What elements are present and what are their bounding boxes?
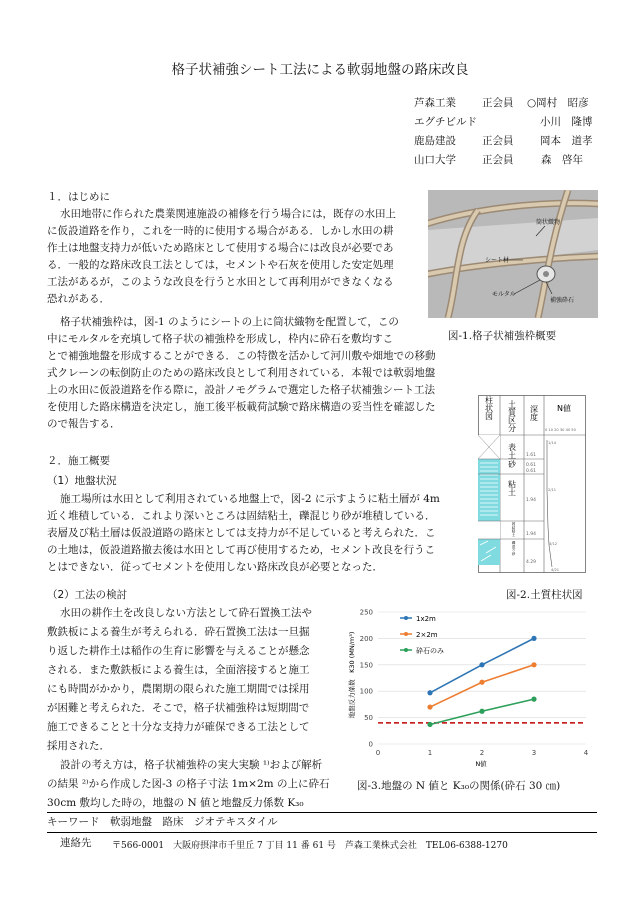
method-line: される．また敷鉄板による養生は，全面溶接すると施工: [47, 664, 310, 676]
reinforcement-frame-diagram: [428, 190, 598, 318]
figure-3-caption: 図-3.地盤の N 値と K₃₀の関係(砕石 30 ㎝): [357, 780, 561, 792]
method-line: 30cm 敷均した時の，地盤の N 値と地盤反力係数 K₃₀: [47, 797, 304, 809]
ground-line: とはできない．従ってセメントを使用しない路床改良が必要となった．: [47, 561, 383, 573]
intro-line: 水田地帯に作られた農業関連施設の補修を行う場合には，既存の水田上: [60, 208, 396, 220]
depth-3: 0.61: [526, 469, 537, 474]
data-point: [531, 697, 536, 702]
x-tick-label: 2: [479, 749, 485, 757]
section-heading-intro: １．はじめに: [47, 191, 110, 203]
header-n: N値: [557, 404, 571, 413]
author-role-4: 正会員: [482, 154, 514, 166]
intro-line: 中にモルタルを充填して格子状の補強枠を形成し，枠内に砕石を敷均すこ: [47, 333, 394, 345]
method-line: が困難と考えられた．そこで，格子状補強枠は短期間で: [47, 702, 310, 714]
method-line: り返した耕作土は稲作の生育に影響を与えることが懸念: [47, 645, 310, 657]
author-name-2: 小川 隆博: [540, 116, 593, 128]
method-line: 設計の考え方は，格子状補強枠の実大実験 ¹⁾および解析: [60, 759, 323, 771]
intro-line: る．一般的な路床改良工法としては，セメントや石灰を使用した安定処理: [47, 259, 394, 271]
intro-line: 工法があるが，このような改良を行うと水田として再利用ができなくなる: [47, 276, 394, 288]
legend-label-3: 砕石のみ: [416, 647, 444, 655]
y-tick-label: 50: [364, 714, 373, 723]
figure-1: [428, 190, 598, 318]
x-tick-label: 1: [427, 749, 433, 757]
legend-label-2: 2×2m: [416, 631, 438, 639]
subsection-method: （2）工法の検討: [47, 589, 128, 601]
data-point: [479, 662, 484, 667]
x-tick-label: 3: [531, 749, 537, 757]
y-axis-label: 地盤反力係数 K30 (MN/m³): [348, 631, 356, 719]
method-line: 採用された．: [47, 740, 110, 752]
label-mortar: モルタル: [492, 291, 516, 298]
footer-divider: [47, 832, 597, 833]
data-point: [531, 636, 536, 641]
method-line: の結果 ²⁾から作成した図-3 の格子寸法 1m×2m の上に砕石: [47, 778, 330, 790]
intro-line: ので報告する．: [47, 418, 121, 430]
author-org-4: 山口大学: [414, 154, 456, 166]
legend-label-1: 1x2m: [416, 615, 436, 623]
y-tick-label: 0: [368, 740, 373, 749]
x-tick-label: 0: [375, 749, 381, 757]
n-value-2: 2/11: [548, 488, 557, 492]
n-value-3: 3/12: [549, 542, 558, 546]
paper-title: 格子状補強シート工法による軟弱地盤の路床改良: [171, 62, 469, 78]
data-point: [479, 709, 484, 714]
section-heading-construction: ２．施工概要: [47, 455, 110, 467]
author-name-4: 森 啓年: [541, 154, 583, 166]
subsection-ground: （1）地盤状況: [47, 475, 117, 487]
n-value-1: 1/14: [548, 441, 557, 445]
method-line: 施工できることと十分な支持力が確保できる工法として: [47, 721, 310, 733]
header-depth: 深度: [529, 405, 539, 421]
author-role-3: 正会員: [482, 135, 514, 147]
intro-line: とで補強地盤を形成することができる．この特徴を活かして河川敷や畑地での移動: [47, 350, 436, 362]
header-soil: 土質区分: [507, 400, 517, 432]
y-tick-label: 200: [359, 634, 373, 643]
method-line: にも時間がかかり，農閑期の限られた施工期間では採用: [47, 683, 310, 695]
label-woven: 筒状織物: [536, 219, 561, 226]
n-value-4: 4/21: [551, 568, 560, 572]
soil-sand: 砂: [508, 460, 516, 469]
y-tick-label: 150: [359, 661, 373, 670]
data-point: [427, 704, 432, 709]
x-axis-label: N値: [475, 760, 487, 768]
ground-line: 近く堆積している．これより深いところは固結粘土，礫混じり砂が堆積している．: [47, 510, 436, 522]
series-line-2: [430, 665, 534, 707]
author-org-3: 鹿島建設: [414, 135, 456, 147]
intro-line: 恐れがある．: [47, 293, 110, 305]
footer-divider: [47, 812, 597, 813]
figure-2-caption: 図-2.土質柱状図: [506, 589, 583, 601]
soil-topsoil: 表土: [507, 443, 517, 459]
legend-marker-3: [404, 648, 408, 652]
intro-line: 上の水田に仮設道路を作る際に，設計ノモグラムで選定した格子状補強シート工法: [47, 384, 435, 396]
intro-line: を使用した路床構造を決定し，施工後平板載荷試験で路床構造の妥当性を確認した: [47, 401, 436, 413]
header-column: 柱状図: [484, 396, 494, 420]
figure-3: [340, 600, 596, 770]
author-org-2: エグチビルド: [414, 116, 477, 128]
soil-column-chart: [478, 395, 586, 573]
legend: [400, 615, 444, 655]
data-point: [531, 662, 536, 667]
intro-line: 格子状補強枠は，図-1 のようにシートの上に筒状織物を配置して，この: [60, 316, 399, 328]
data-point: [427, 690, 432, 695]
author-org-1: 芦森工業: [414, 97, 456, 109]
data-point: [479, 680, 484, 685]
label-gravel: 補強砕石: [550, 297, 575, 304]
depth-1: 1.61: [526, 453, 537, 458]
label-sheet: シート材: [485, 257, 510, 264]
contact-info: 〒566-0001 大阪府摂津市千里丘 7 丁目 11 番 61 号 芦森工業株式会社 TEL06-6388-1270: [112, 841, 508, 851]
ground-line: 施工場所は水田として利用されている地盤上で，図-2 に示すように粘土層が 4m: [60, 493, 440, 505]
intro-line: 作土は地盤支持力が低いため路床として使用する場合には改良が必要であ: [47, 242, 394, 254]
x-tick-label: 4: [583, 749, 589, 757]
data-point: [427, 722, 432, 727]
depth-6: 4.29: [526, 560, 537, 565]
nvalue-k30-chart: [340, 600, 596, 770]
figure-1-caption: 図-1.格子状補強枠概要: [448, 330, 557, 342]
method-line: 水田の耕作土を改良しない方法として砕石置換工法や: [60, 607, 312, 619]
author-name-1: ○岡村 昭彦: [527, 97, 589, 109]
soil-clay: 粘土: [507, 480, 517, 496]
legend-marker-1: [404, 616, 408, 620]
legend-marker-2: [404, 632, 408, 636]
intro-line: 式クレーンの転倒防止のための路床改良として利用されている．本報では軟弱地盤: [47, 367, 436, 379]
ground-line: 表層及び粘土層は仮設道路の路床としては支持力が不足していると考えられた．こ: [47, 527, 436, 539]
depth-2: 0.61: [526, 463, 537, 468]
ground-line: の土地は，仮設道路撤去後は水田として再び使用するため，セメント改良を行うこ: [47, 544, 436, 556]
n-scale: 0 10 20 30 40 50: [545, 428, 576, 432]
depth-5: 1.94: [526, 532, 537, 537]
y-tick-label: 250: [359, 608, 373, 617]
author-name-3: 岡本 道孝: [540, 135, 593, 147]
figure-2: [478, 395, 586, 573]
intro-line: に仮設道路を作り，これを一時的に使用する場合がある．しかし水田の耕: [47, 225, 394, 237]
depth-4: 1.94: [526, 498, 537, 503]
soil-hard-clay: 固結粘土: [512, 522, 516, 537]
y-tick-label: 100: [359, 687, 373, 696]
keywords: キーワード 軟弱地盤 路床 ジオテキスタイル: [47, 816, 278, 828]
contact-label: 連絡先: [60, 837, 92, 849]
author-role-1: 正会員: [482, 97, 514, 109]
method-line: 敷鉄板による養生が考えられる．砕石置換工法は一旦掘: [47, 626, 310, 638]
soil-gravelly-sand: 礫混り砂: [512, 541, 516, 556]
